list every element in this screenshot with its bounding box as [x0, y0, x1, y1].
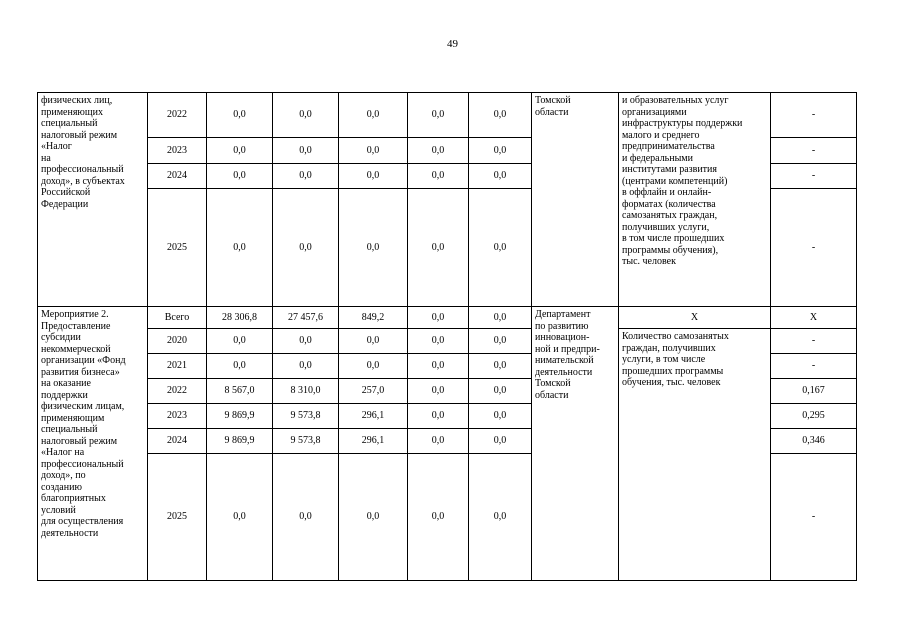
year-cell: 2022	[148, 379, 207, 404]
value-cell: 0,0	[207, 138, 273, 164]
value-cell: 0,0	[207, 354, 273, 379]
value-cell: 0,0	[207, 189, 273, 307]
executor-cell: Томской области	[532, 93, 619, 307]
value-cell: 849,2	[339, 307, 408, 329]
year-cell: 2021	[148, 354, 207, 379]
value-cell: 0,0	[339, 354, 408, 379]
value-cell: 0,0	[273, 329, 339, 354]
year-cell: Всего	[148, 307, 207, 329]
indicator-cell: и образовательных услуг организациями инфраструктуры поддержки малого и среднего предпринимательства и федеральными институтами развития (центрами компетенций) в оффлайн и онлайн- форматах (количества самозанятых граждан, получивших услуги, в том числе прошедших программы обучения), тыс. человек	[619, 93, 771, 307]
value-cell: 0,0	[408, 379, 469, 404]
target-cell: -	[771, 93, 857, 138]
table-row	[38, 329, 857, 354]
value-cell: 0,0	[273, 138, 339, 164]
table-row	[38, 93, 857, 138]
target-cell: 0,295	[771, 404, 857, 429]
year-cell: 2025	[148, 189, 207, 307]
value-cell: 0,0	[273, 454, 339, 581]
value-cell: 296,1	[339, 404, 408, 429]
value-cell: 27 457,6	[273, 307, 339, 329]
value-cell: 0,0	[469, 429, 532, 454]
value-cell: 0,0	[339, 164, 408, 189]
value-cell: 0,0	[408, 189, 469, 307]
page-number: 49	[447, 38, 458, 50]
activity-name-cell: физических лиц, применяющих специальный налоговый режим «Налог на профессиональный доход», в субъектах Российской Федерации	[38, 93, 148, 307]
value-cell: 9 573,8	[273, 429, 339, 454]
value-cell: 0,0	[469, 404, 532, 429]
value-cell: 28 306,8	[207, 307, 273, 329]
value-cell: 296,1	[339, 429, 408, 454]
value-cell: 0,0	[273, 354, 339, 379]
value-cell: 0,0	[207, 164, 273, 189]
target-cell: -	[771, 164, 857, 189]
value-cell: 8 310,0	[273, 379, 339, 404]
value-cell: 0,0	[273, 93, 339, 138]
value-cell: 8 567,0	[207, 379, 273, 404]
value-cell: 0,0	[339, 93, 408, 138]
year-cell: 2023	[148, 404, 207, 429]
indicator-total-cell: X	[619, 307, 771, 329]
value-cell: 0,0	[469, 93, 532, 138]
value-cell: 0,0	[469, 329, 532, 354]
value-cell: 0,0	[469, 354, 532, 379]
year-cell: 2022	[148, 93, 207, 138]
value-cell: 0,0	[207, 329, 273, 354]
target-cell: -	[771, 189, 857, 307]
target-total-cell: X	[771, 307, 857, 329]
value-cell: 0,0	[469, 454, 532, 581]
value-cell: 0,0	[273, 164, 339, 189]
year-cell: 2024	[148, 429, 207, 454]
value-cell: 257,0	[339, 379, 408, 404]
value-cell: 0,0	[408, 138, 469, 164]
target-cell: -	[771, 354, 857, 379]
value-cell: 0,0	[207, 93, 273, 138]
value-cell: 0,0	[408, 354, 469, 379]
value-cell: 0,0	[273, 189, 339, 307]
value-cell: 0,0	[469, 189, 532, 307]
value-cell: 0,0	[339, 138, 408, 164]
year-cell: 2023	[148, 138, 207, 164]
value-cell: 0,0	[339, 454, 408, 581]
value-cell: 0,0	[408, 93, 469, 138]
table-row	[38, 307, 857, 329]
target-cell: 0,167	[771, 379, 857, 404]
value-cell: 0,0	[408, 404, 469, 429]
value-cell: 9 869,9	[207, 404, 273, 429]
year-cell: 2025	[148, 454, 207, 581]
target-cell: 0,346	[771, 429, 857, 454]
value-cell: 0,0	[339, 329, 408, 354]
value-cell: 0,0	[469, 164, 532, 189]
value-cell: 0,0	[469, 379, 532, 404]
indicator-cell: Количество самозанятых граждан, получивших услуги, в том числе прошедших программы обучения, тыс. человек	[619, 329, 771, 581]
target-cell: -	[771, 329, 857, 354]
value-cell: 9 573,8	[273, 404, 339, 429]
value-cell: 0,0	[339, 189, 408, 307]
year-cell: 2024	[148, 164, 207, 189]
value-cell: 0,0	[408, 329, 469, 354]
target-cell: -	[771, 454, 857, 581]
value-cell: 0,0	[408, 164, 469, 189]
value-cell: 9 869,9	[207, 429, 273, 454]
program-table	[37, 92, 857, 581]
year-cell: 2020	[148, 329, 207, 354]
value-cell: 0,0	[469, 138, 532, 164]
activity-name-cell: Мероприятие 2. Предоставление субсидии некоммерческой организации «Фонд развития бизнеса» на оказание поддержки физическим лицам, применяющим специальный налоговый режим «Налог на профессиональный доход», по созданию благоприятных условий для осуществления деятельности	[38, 307, 148, 581]
target-cell: -	[771, 138, 857, 164]
value-cell: 0,0	[207, 454, 273, 581]
value-cell: 0,0	[408, 429, 469, 454]
executor-cell: Департамент по развитию инновацион- ной и предпри- нимательской деятельности Томской области	[532, 307, 619, 581]
value-cell: 0,0	[408, 307, 469, 329]
value-cell: 0,0	[469, 307, 532, 329]
value-cell: 0,0	[408, 454, 469, 581]
